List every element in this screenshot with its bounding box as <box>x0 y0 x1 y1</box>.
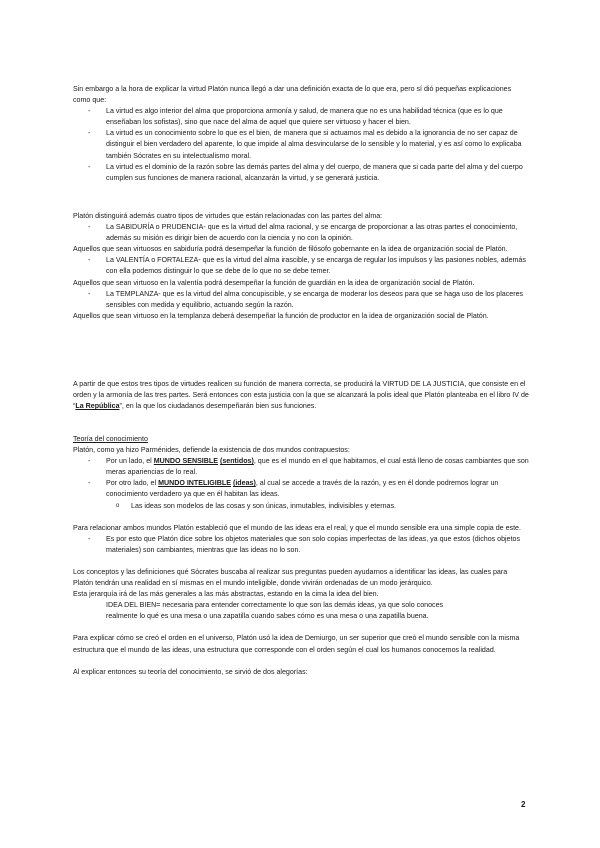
justicia-post: ”, en la que los ciudadanos desempeñarán bien sus funciones. <box>119 402 317 411</box>
justicia-pre: A partir de que estos tres tipos de virtudes realicen su función de manera correcta, se producirá la VIRTUD DE LA JUSTICIA, que consiste en el orden y la armonía de las tres partes. Será entonces con esta justicia con la que se alcanzará la polis ideal que Platón planteaba en el libro IV de “ <box>73 380 529 411</box>
list-item <box>73 456 529 478</box>
list-item <box>73 289 529 311</box>
bullet-text: La virtud es algo interior del alma que proporciona armonía y salud, de manera que no es una habilidad técnica (que es lo que enseñaban los sofistas), sino que nace del alma de aquel que quiere ser virtuoso y hacer el bien. <box>106 107 503 127</box>
idea-bien-line: realmente lo qué es una mesa o una zapatilla cuando sabes cómo es una mesa o una zapatilla buena. <box>106 612 429 621</box>
templanza-text: La TEMPLANZA- que es la virtud del alma concupiscible, y se encarga de moderar los deseos para que se haga uso de los placeres sensibles con medida y equilibrio, actuando según la razón. <box>106 289 524 309</box>
virtues-section <box>73 211 529 322</box>
relacion-paragraph: Para relacionar ambos mundos Platón estableció que el mundo de las ideas era el real, y que el mundo sensible era una simple copia de este. <box>73 523 521 532</box>
bullet-dash: - <box>88 162 91 171</box>
bullet-dash: - <box>88 223 91 232</box>
virtues-lead: Platón distinguirá además cuatro tipos de virtudes que están relacionadas con las partes del alma: <box>73 212 383 220</box>
sensible-paren: (sentidos) <box>219 457 254 466</box>
valentia-after: Aquellos que sean virtuoso en la valentía podrá desempeñar la función de guardián en la idea de organización social de Platón. <box>73 278 475 287</box>
bullet-dash: - <box>88 479 91 488</box>
page-number: 2 <box>521 800 526 809</box>
bullet-text: La virtud es un conocimiento sobre lo que es el bien, de manera que si actuamos mal es debido a la ignorancia de no ser capaz de distinguir el bien verdadero del aparente, lo que impide al alma desvincularse de lo sensible y lo material, y es así como lo explicaba también Sócrates en su intelectualismo moral. <box>106 129 522 160</box>
alegorias-paragraph: Al explicar entonces su teoría del conocimiento, se sirvió de dos alegorías: <box>73 667 308 676</box>
sensible-pre: Por un lado, el <box>106 457 154 466</box>
bullet-dash: - <box>88 534 91 543</box>
bullet-dash: - <box>88 457 91 466</box>
inteligible-paren: (ideas) <box>232 479 256 488</box>
sabiduria-after: Aquellos que sean virtuosos en sabiduría podrá desempeñar la función de filósofo gobernante en la idea de organización social de Platón. <box>73 245 508 254</box>
jerarquia-paragraph: Esta jerarquía irá de las más generales a las más abstractas, estando en la cima la idea del bien. <box>73 590 379 599</box>
intro-paragraph: Sin embargo a la hora de explicar la virtud Platón nunca llegó a dar una definición exacta de lo que era, pero sí dió pequeñas explicaciones como que: <box>73 85 512 105</box>
bullet-dash: - <box>88 256 91 265</box>
idea-bien-line: IDEA DEL BIEN= necesaria para entender correctamente lo que son las demás ideas, ya que solo conoces <box>106 601 444 610</box>
justicia-paragraph <box>73 379 529 412</box>
bullet-dash: - <box>88 289 91 298</box>
book-title: La República <box>75 402 120 411</box>
list-item <box>73 478 529 500</box>
relacion-bullet-text: Es por esto que Platón dice sobre los objetos materiales que son solo copias imperfectas de las ideas, ya que estos (dichos objetos materiales) son cambiantes, mientras que las ideas no lo son. <box>106 534 521 554</box>
list-item <box>73 501 529 512</box>
demiurgo-paragraph: Para explicar cómo se creó el orden en el universo, Platón usó la idea de Demiurgo, un ser superior que creó el mundo sensible con la misma estructura que el mundo de las ideas, una estructura que corresponde con el orden según el cual los humanos conocemos la realidad. <box>73 634 520 654</box>
list-item <box>73 106 529 128</box>
sub-bullet-text: Las ideas son modelos de las cosas y son únicas, inmutables, indivisibles y eternas. <box>131 501 396 510</box>
mundo-sensible-term: MUNDO SENSIBLE <box>153 457 218 466</box>
teoria-lead: Platón, como ya hizo Parménides, defiende la existencia de dos mundos contrapuestos: <box>73 446 350 455</box>
valentia-text: La VALENTÍA o FORTALEZA- que es la virtud del alma irascible, y se encarga de regular los impulsos y las pasiones nobles, además con ella podemos distinguir lo que se debe de lo que no se debe temer. <box>106 256 526 276</box>
teoria-section <box>73 434 529 678</box>
list-item <box>73 222 529 244</box>
justicia-section <box>73 379 529 412</box>
bullet-circle: o <box>116 502 120 509</box>
bullet-dash: - <box>88 129 91 138</box>
inteligible-post: , al cual se accede a través de la razón, y es en él donde podremos lograr un conocimiento verdadero ya que en él habitan las ideas. <box>106 479 499 499</box>
list-item <box>73 534 529 556</box>
conceptos-paragraph: Los conceptos y las definiciones qué Sócrates buscaba al realizar sus preguntas pueden ayudarnos a identificar las ideas, las cuales para Platón tendrán una realidad en sí mismas en el mundo inteligible, donde vivirán ordenadas de un modo jerárquico. <box>73 567 508 588</box>
section-heading: Teoría del conocimiento <box>73 435 148 443</box>
virtue-explanations-section <box>73 84 529 184</box>
sensible-post: , que es el mundo en el que habitamos, el cual está lleno de cosas cambiantes que son meras apariencias de lo real. <box>106 457 529 477</box>
templanza-after: Aquellos que sean virtuoso en la templanza deberá desempeñar la función de productor en la idea de organización social de Platón. <box>73 311 489 320</box>
list-item <box>73 128 529 161</box>
mundo-inteligible-term: MUNDO INTELIGIBLE <box>158 479 231 488</box>
bullet-text: La virtud es el dominio de la razón sobre las demás partes del alma y del cuerpo, de manera que si cada parte del alma y del cuerpo cumplen sus funciones de manera racional, alcanzarán la virtud, y se generará justicia. <box>106 162 523 182</box>
inteligible-pre: Por otro lado, el <box>106 479 159 488</box>
list-item <box>73 255 529 277</box>
bullet-dash: - <box>88 107 91 116</box>
sabiduria-text: La SABIDURÍA o PRUDENCIA- que es la virtud del alma racional, y se encarga de proporcionar a las otras partes el conocimiento, además su misión es dirigir bien de acuerdo con la ciencia y no con la opinión. <box>106 223 518 243</box>
list-item <box>73 162 529 184</box>
